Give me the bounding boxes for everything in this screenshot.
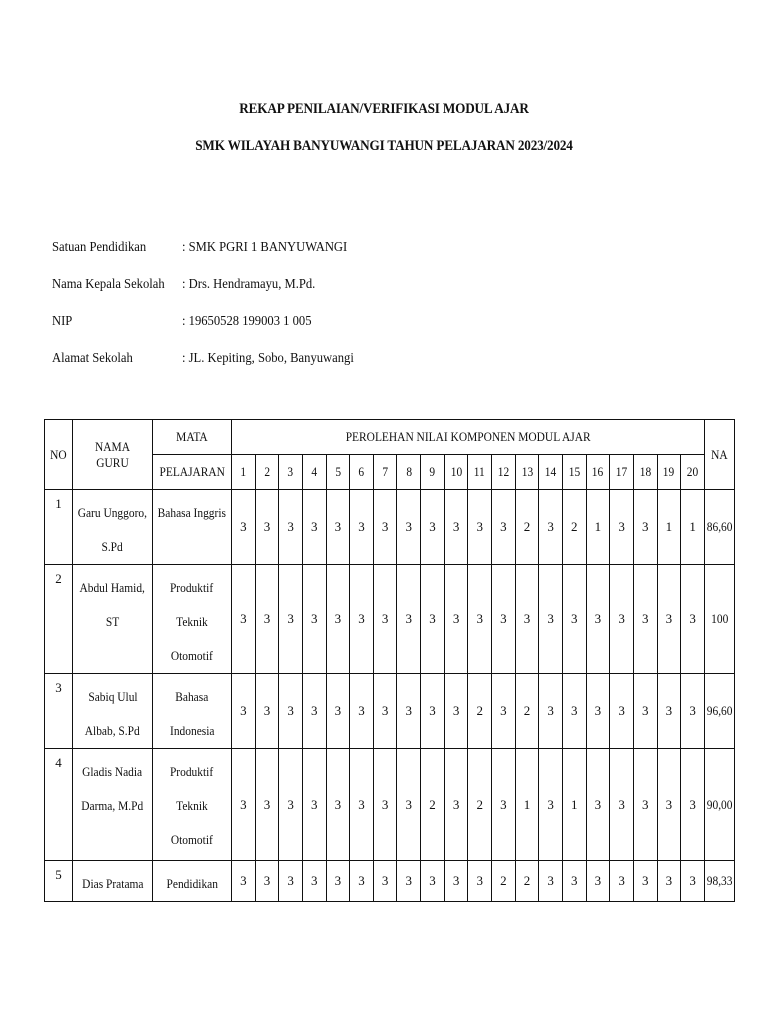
component-header: 15 bbox=[562, 455, 586, 490]
score-cell: 3 bbox=[681, 674, 705, 749]
score-cell: 2 bbox=[515, 861, 539, 902]
info-row-satuan bbox=[52, 240, 373, 277]
score-cell: 3 bbox=[539, 565, 563, 674]
component-header: 9 bbox=[421, 455, 445, 490]
component-header: 6 bbox=[350, 455, 374, 490]
score-cell: 3 bbox=[657, 565, 681, 674]
component-header: 7 bbox=[373, 455, 397, 490]
subject-name-line: Teknik bbox=[176, 614, 208, 629]
row-number: 1 bbox=[45, 490, 73, 565]
score-cell: 3 bbox=[302, 674, 326, 749]
teacher-name bbox=[73, 861, 153, 902]
score-cell: 3 bbox=[232, 861, 256, 902]
score-cell: 3 bbox=[350, 490, 374, 565]
info-label: Alamat Sekolah bbox=[52, 351, 133, 366]
score-cell: 3 bbox=[302, 749, 326, 861]
na-score: 98,33 bbox=[705, 861, 735, 902]
school-info bbox=[52, 240, 373, 388]
table-row bbox=[45, 674, 735, 749]
score-cell: 3 bbox=[633, 749, 657, 861]
component-header: 16 bbox=[586, 455, 610, 490]
score-cell: 3 bbox=[232, 749, 256, 861]
score-cell: 3 bbox=[350, 749, 374, 861]
subject-name-line: Bahasa Inggris bbox=[157, 505, 227, 520]
document-title: REKAP PENILAIAN/VERIFIKASI MODUL AJAR bbox=[239, 101, 529, 117]
score-cell: 3 bbox=[326, 674, 350, 749]
component-header: 10 bbox=[444, 455, 468, 490]
component-header: 1 bbox=[232, 455, 256, 490]
subject-name-line: Otomotif bbox=[171, 648, 213, 663]
score-cell: 3 bbox=[232, 490, 256, 565]
score-cell: 3 bbox=[610, 861, 634, 902]
subject-name-line: Bahasa bbox=[175, 689, 209, 704]
score-cell: 3 bbox=[633, 490, 657, 565]
info-value: : 19650528 199003 1 005 bbox=[182, 314, 312, 329]
teacher-name bbox=[73, 565, 153, 674]
score-cell: 3 bbox=[444, 490, 468, 565]
info-label: Nama Kepala Sekolah bbox=[52, 277, 165, 292]
score-cell: 1 bbox=[657, 490, 681, 565]
row-number: 2 bbox=[45, 565, 73, 674]
document-subtitle: SMK WILAYAH BANYUWANGI TAHUN PELAJARAN 2023/2024 bbox=[195, 138, 573, 154]
score-cell: 3 bbox=[633, 565, 657, 674]
score-cell: 3 bbox=[397, 674, 421, 749]
score-cell: 3 bbox=[350, 861, 374, 902]
component-header: 19 bbox=[657, 455, 681, 490]
subject-name-line: Produktif bbox=[170, 764, 214, 779]
score-cell: 3 bbox=[397, 861, 421, 902]
component-header: 18 bbox=[633, 455, 657, 490]
col-header-perolehan: PEROLEHAN NILAI KOMPONEN MODUL AJAR bbox=[232, 420, 705, 455]
score-cell: 2 bbox=[562, 490, 586, 565]
score-cell: 3 bbox=[444, 861, 468, 902]
score-cell: 3 bbox=[681, 749, 705, 861]
score-cell: 2 bbox=[515, 490, 539, 565]
score-cell: 3 bbox=[586, 674, 610, 749]
score-cell: 3 bbox=[492, 749, 516, 861]
score-cell: 3 bbox=[444, 674, 468, 749]
score-cell: 3 bbox=[421, 861, 445, 902]
teacher-name-line: Sabiq Ulul bbox=[87, 689, 138, 704]
teacher-name-line: Garu Unggoro, bbox=[77, 505, 148, 520]
score-cell: 3 bbox=[492, 674, 516, 749]
subject-name-line: Produktif bbox=[170, 580, 214, 595]
na-score: 90,00 bbox=[705, 749, 735, 861]
score-cell: 3 bbox=[326, 861, 350, 902]
score-cell: 3 bbox=[326, 749, 350, 861]
score-cell: 1 bbox=[515, 749, 539, 861]
score-cell: 3 bbox=[539, 490, 563, 565]
score-cell: 3 bbox=[255, 674, 279, 749]
score-cell: 3 bbox=[350, 565, 374, 674]
teacher-name-line: Dias Pratama bbox=[81, 876, 144, 891]
info-row-nip bbox=[52, 314, 373, 351]
score-cell: 2 bbox=[468, 674, 492, 749]
score-cell: 3 bbox=[562, 565, 586, 674]
score-cell: 2 bbox=[515, 674, 539, 749]
score-cell: 3 bbox=[421, 490, 445, 565]
score-cell: 3 bbox=[586, 749, 610, 861]
subject-name bbox=[153, 674, 232, 749]
score-cell: 3 bbox=[421, 565, 445, 674]
info-row-kepala bbox=[52, 277, 373, 314]
component-header: 11 bbox=[468, 455, 492, 490]
score-cell: 3 bbox=[586, 861, 610, 902]
score-cell: 3 bbox=[492, 565, 516, 674]
col-header-nama-guru: NAMA GURU bbox=[73, 420, 153, 490]
score-cell: 3 bbox=[255, 490, 279, 565]
component-header: 12 bbox=[492, 455, 516, 490]
subject-name bbox=[153, 565, 232, 674]
score-cell: 3 bbox=[562, 674, 586, 749]
score-cell: 3 bbox=[539, 674, 563, 749]
info-value: : Drs. Hendramayu, M.Pd. bbox=[182, 277, 316, 292]
score-cell: 3 bbox=[681, 565, 705, 674]
score-cell: 3 bbox=[326, 565, 350, 674]
score-cell: 3 bbox=[468, 490, 492, 565]
score-cell: 3 bbox=[350, 674, 374, 749]
info-row-alamat bbox=[52, 351, 373, 388]
score-cell: 3 bbox=[681, 861, 705, 902]
na-score: 86,60 bbox=[705, 490, 735, 565]
subject-name-line: Otomotif bbox=[171, 832, 213, 847]
score-cell: 3 bbox=[657, 749, 681, 861]
score-cell: 3 bbox=[539, 861, 563, 902]
teacher-name bbox=[73, 674, 153, 749]
header-row-1 bbox=[45, 420, 735, 455]
component-header: 3 bbox=[279, 455, 303, 490]
score-cell: 1 bbox=[562, 749, 586, 861]
score-cell: 3 bbox=[255, 749, 279, 861]
score-cell: 3 bbox=[539, 749, 563, 861]
teacher-name-line: Gladis Nadia bbox=[82, 764, 143, 779]
score-cell: 3 bbox=[397, 490, 421, 565]
col-header-mata: MATA bbox=[153, 420, 232, 455]
col-header-no: NO bbox=[45, 420, 73, 490]
score-cell: 2 bbox=[421, 749, 445, 861]
score-cell: 3 bbox=[610, 490, 634, 565]
score-cell: 2 bbox=[468, 749, 492, 861]
subject-name-line: Pendidikan bbox=[166, 876, 218, 891]
score-cell: 3 bbox=[657, 861, 681, 902]
table-row bbox=[45, 861, 735, 902]
component-header: 5 bbox=[326, 455, 350, 490]
score-cell: 3 bbox=[373, 674, 397, 749]
teacher-name-line: Abdul Hamid, bbox=[79, 580, 146, 595]
assessment-table bbox=[44, 419, 735, 902]
score-cell: 3 bbox=[302, 490, 326, 565]
component-header: 20 bbox=[681, 455, 705, 490]
score-cell: 3 bbox=[279, 490, 303, 565]
score-cell: 3 bbox=[492, 490, 516, 565]
score-cell: 3 bbox=[279, 565, 303, 674]
info-label: NIP bbox=[52, 314, 73, 329]
component-header: 13 bbox=[515, 455, 539, 490]
score-cell: 3 bbox=[633, 674, 657, 749]
score-cell: 3 bbox=[610, 749, 634, 861]
score-cell: 3 bbox=[468, 861, 492, 902]
score-cell: 3 bbox=[255, 565, 279, 674]
component-header: 8 bbox=[397, 455, 421, 490]
score-cell: 3 bbox=[397, 565, 421, 674]
na-score: 96,60 bbox=[705, 674, 735, 749]
score-cell: 3 bbox=[232, 674, 256, 749]
info-label: Satuan Pendidikan bbox=[52, 240, 147, 255]
subject-name-line: Indonesia bbox=[169, 723, 215, 738]
info-value: : JL. Kepiting, Sobo, Banyuwangi bbox=[182, 351, 354, 366]
score-cell: 3 bbox=[326, 490, 350, 565]
score-cell: 3 bbox=[373, 861, 397, 902]
info-value: : SMK PGRI 1 BANYUWANGI bbox=[182, 240, 348, 255]
table-row bbox=[45, 565, 735, 674]
score-cell: 1 bbox=[586, 490, 610, 565]
subject-name bbox=[153, 490, 232, 565]
score-cell: 3 bbox=[279, 749, 303, 861]
score-cell: 3 bbox=[373, 490, 397, 565]
teacher-name-line: Darma, M.Pd bbox=[81, 798, 144, 813]
score-cell: 3 bbox=[255, 861, 279, 902]
score-cell: 3 bbox=[633, 861, 657, 902]
teacher-name-line: S.Pd bbox=[101, 539, 124, 554]
teacher-name bbox=[73, 749, 153, 861]
score-cell: 3 bbox=[610, 565, 634, 674]
score-cell: 3 bbox=[397, 749, 421, 861]
col-header-na: NA bbox=[705, 420, 735, 490]
row-number: 5 bbox=[45, 861, 73, 902]
table-row bbox=[45, 749, 735, 861]
subject-name bbox=[153, 861, 232, 902]
teacher-name-line: ST bbox=[105, 614, 120, 629]
component-header: 17 bbox=[610, 455, 634, 490]
score-cell: 3 bbox=[232, 565, 256, 674]
component-header: 2 bbox=[255, 455, 279, 490]
score-cell: 3 bbox=[421, 674, 445, 749]
row-number: 3 bbox=[45, 674, 73, 749]
score-cell: 3 bbox=[302, 565, 326, 674]
score-cell: 3 bbox=[610, 674, 634, 749]
subject-name-line: Teknik bbox=[176, 798, 208, 813]
col-header-pelajaran: PELAJARAN bbox=[153, 455, 232, 490]
score-cell: 3 bbox=[586, 565, 610, 674]
component-header: 4 bbox=[302, 455, 326, 490]
teacher-name bbox=[73, 490, 153, 565]
table-row bbox=[45, 490, 735, 565]
subject-name bbox=[153, 749, 232, 861]
score-cell: 3 bbox=[562, 861, 586, 902]
score-cell: 3 bbox=[279, 674, 303, 749]
component-header: 14 bbox=[539, 455, 563, 490]
score-cell: 3 bbox=[373, 749, 397, 861]
score-cell: 3 bbox=[444, 565, 468, 674]
score-cell: 3 bbox=[444, 749, 468, 861]
row-number: 4 bbox=[45, 749, 73, 861]
score-cell: 3 bbox=[657, 674, 681, 749]
score-cell: 3 bbox=[279, 861, 303, 902]
score-cell: 3 bbox=[468, 565, 492, 674]
score-cell: 2 bbox=[492, 861, 516, 902]
teacher-name-line: Albab, S.Pd bbox=[84, 723, 140, 738]
score-cell: 3 bbox=[373, 565, 397, 674]
score-cell: 3 bbox=[302, 861, 326, 902]
score-cell: 1 bbox=[681, 490, 705, 565]
na-score: 100 bbox=[705, 565, 735, 674]
score-cell: 3 bbox=[515, 565, 539, 674]
